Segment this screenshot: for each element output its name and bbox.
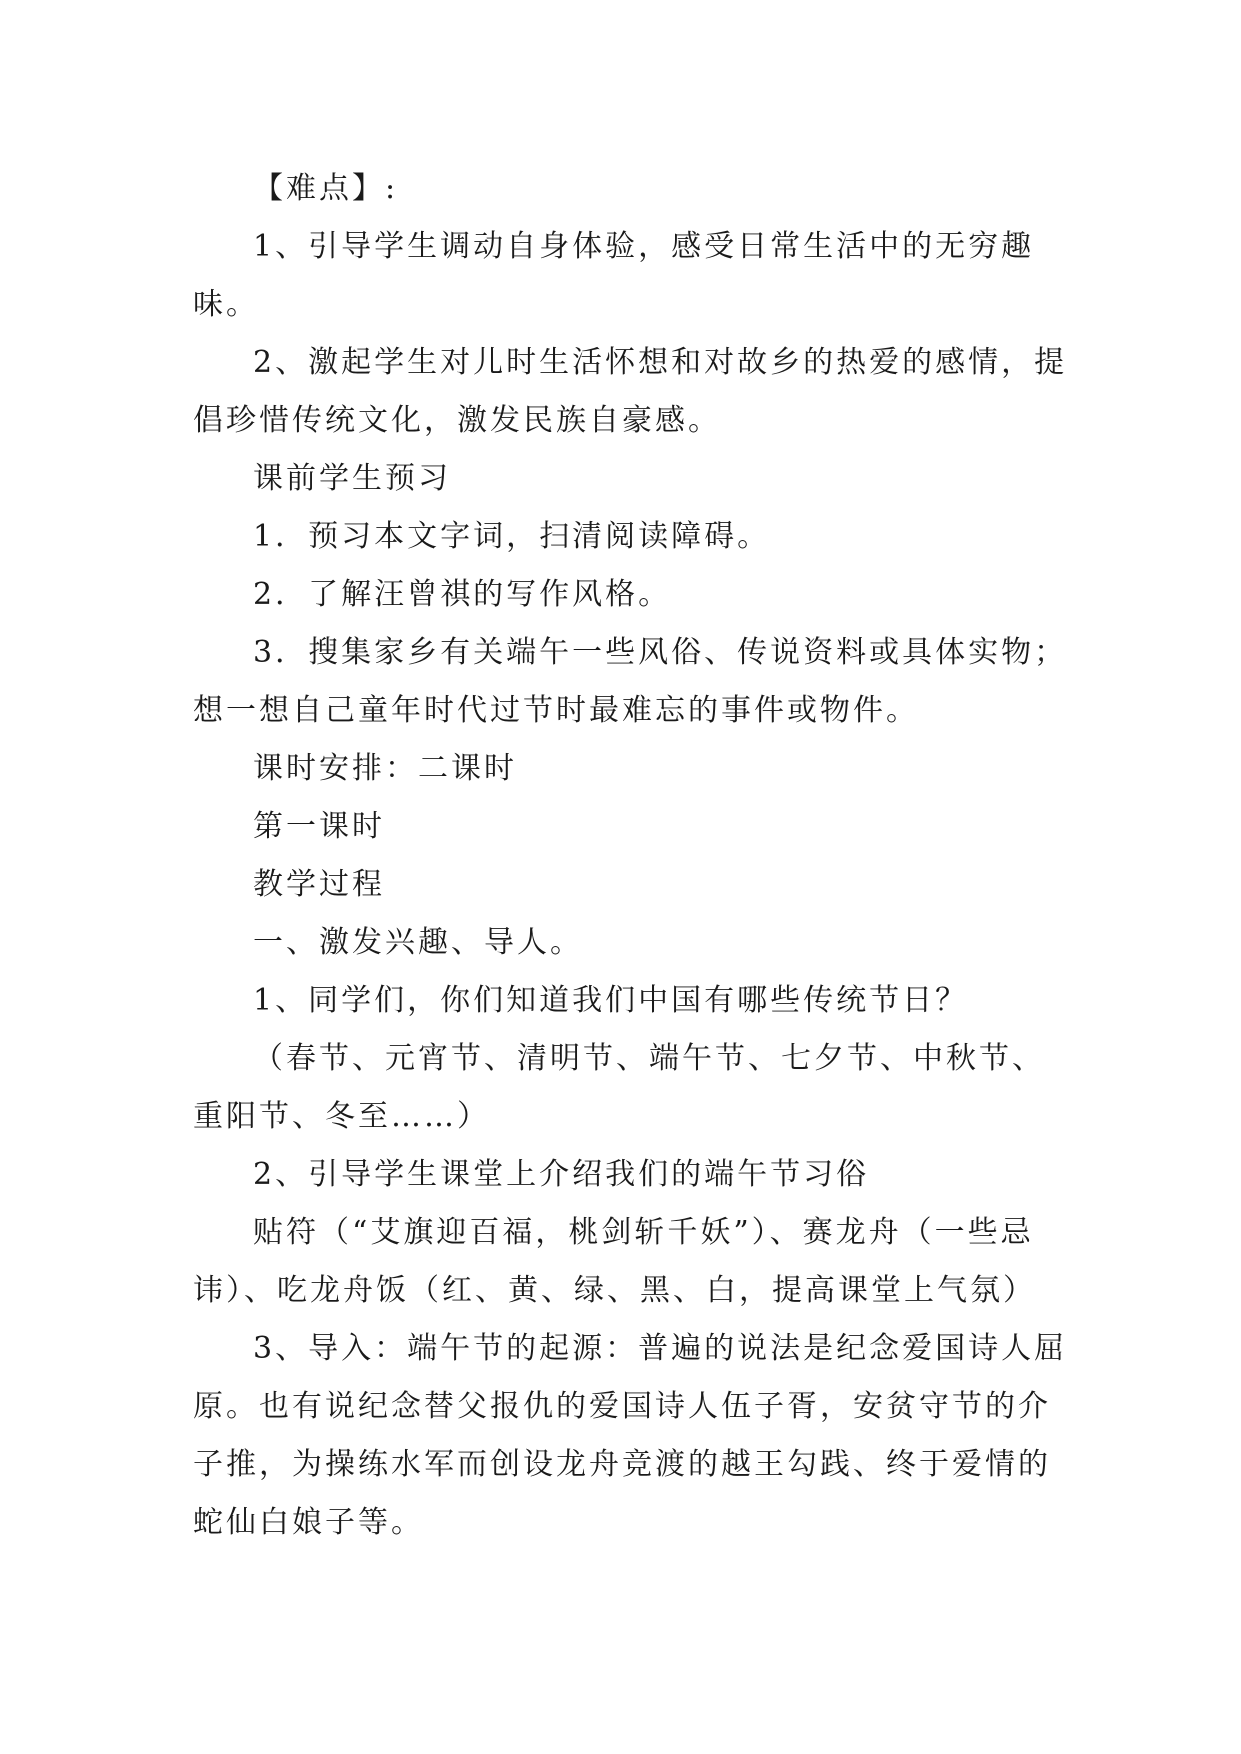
section-heading: 课前学生预习: [253, 461, 451, 496]
paragraph: 3．搜集家乡有关端午一些风俗、传说资料或具体实物；想一想自己童年时代过节时最难忘的事件或物件。: [193, 635, 1068, 728]
paragraph: 贴符（“艾旗迎百福，桃剑斩千妖”）、赛龙舟（一些忌讳）、吃龙舟饭（红、黄、绿、黑、白，提高课堂上气氛）: [193, 1215, 1036, 1308]
paragraph: 3、导入：端午节的起源：普遍的说法是纪念爱国诗人屈原。也有说纪念替父报仇的爱国诗人伍子胥，安贫守节的介子推，为操练水军而创设龙舟竞渡的越王勾践、终于爱情的蛇仙白娘子等。: [193, 1331, 1068, 1540]
document-body: [193, 160, 1075, 1552]
paragraph: 2．了解汪曾祺的写作风格。: [253, 577, 672, 612]
paragraph: 2、激起学生对儿时生活怀想和对故乡的热爱的感情，提倡珍惜传统文化，激发民族自豪感。: [193, 345, 1068, 438]
section-heading: 教学过程: [253, 867, 385, 902]
paragraph: 2、引导学生课堂上介绍我们的端午节习俗: [253, 1157, 870, 1192]
paragraph: 一、激发兴趣、导人。: [253, 925, 583, 960]
heading-difficulty: 【难点】:: [253, 171, 399, 206]
section-heading: 第一课时: [253, 809, 385, 844]
section-heading: 课时安排：二课时: [253, 751, 517, 786]
paragraph: （春节、元宵节、清明节、端午节、七夕节、中秋节、重阳节、冬至……）: [193, 1041, 1045, 1134]
paragraph: 1、引导学生调动自身体验，感受日常生活中的无穷趣味。: [193, 229, 1035, 322]
paragraph: 1．预习本文字词，扫清阅读障碍。: [253, 519, 771, 554]
paragraph: 1、同学们，你们知道我们中国有哪些传统节日？: [253, 983, 969, 1018]
